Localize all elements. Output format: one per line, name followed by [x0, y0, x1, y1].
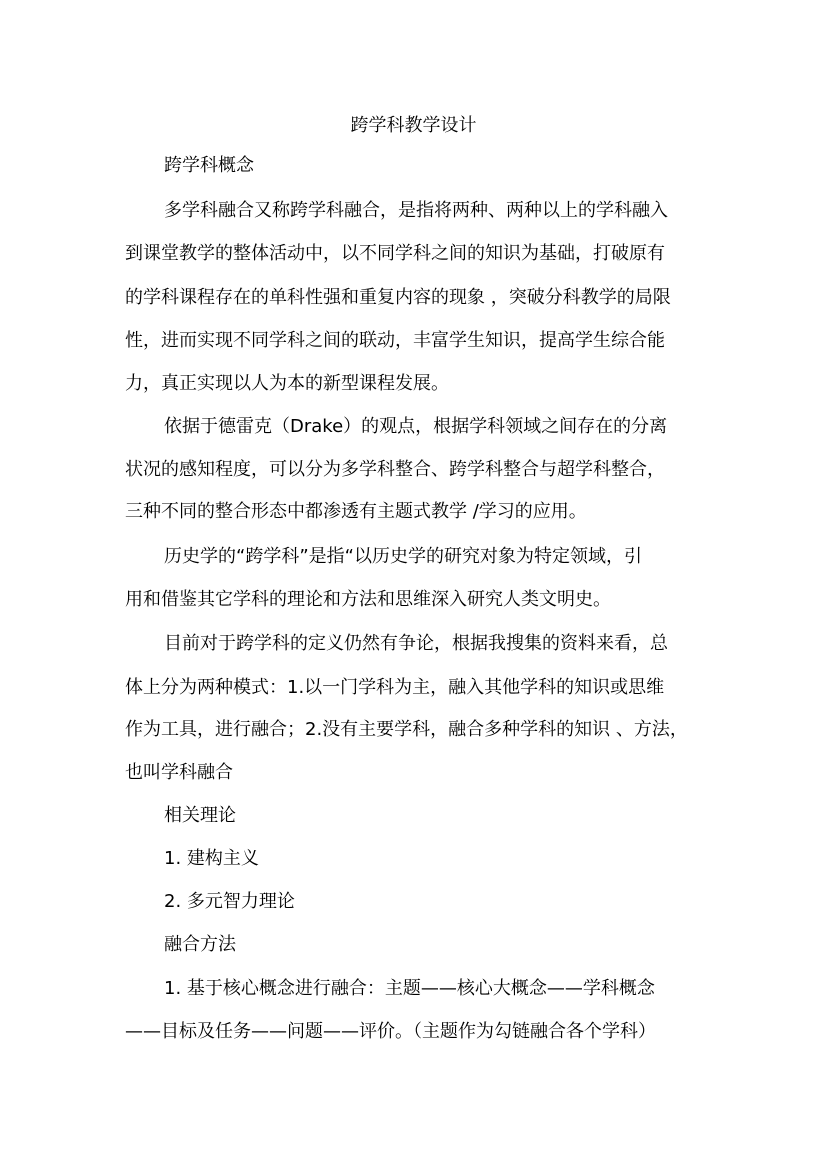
- paragraph-line: 多学科融合又称跨学科融合，是指将两种、两种以上的学科融入: [164, 200, 668, 221]
- paragraph-line: 作为工具，进行融合；2.没有主要学科，融合多种学科的知识 、方法，: [125, 719, 688, 740]
- paragraph-line: 到课堂教学的整体活动中，以不同学科之间的知识为基础，打破原有: [125, 243, 665, 264]
- list-item: 1. 建构主义: [164, 848, 259, 869]
- paragraph-line: 用和借鉴其它学科的理论和方法和思维深入研究人类文明史。: [125, 589, 611, 610]
- section-heading-concept: 跨学科概念: [164, 155, 254, 176]
- paragraph-line: 三种不同的整合形态中都渗透有主题式教学 /学习的应用。: [125, 501, 587, 522]
- paragraph-line: 性，进而实现不同学科之间的联动，丰富学生知识，提高学生综合能: [125, 330, 665, 351]
- section-heading-method: 融合方法: [164, 934, 236, 955]
- paragraph-line: 也叫学科融合: [125, 762, 233, 783]
- section-heading-theory: 相关理论: [164, 805, 236, 826]
- document-title: 跨学科教学设计: [350, 115, 477, 136]
- paragraph-line: 的学科课程存在的单科性强和重复内容的现象 ，突破分科教学的局限: [125, 287, 671, 308]
- paragraph-line: 力，真正实现以人为本的新型课程发展。: [125, 373, 449, 394]
- paragraph-line: 目前对于跨学科的定义仍然有争论，根据我搜集的资料来看，总: [164, 633, 668, 654]
- paragraph-line: 历史学的“跨学科”是指“以历史学的研究对象为特定领域，引: [164, 546, 642, 567]
- paragraph-line: ——目标及任务——问题——评价。（主题作为勾链融合各个学科）: [125, 1021, 656, 1042]
- paragraph-line: 1. 基于核心概念进行融合：主题——核心大概念——学科概念: [164, 978, 655, 999]
- list-item: 2. 多元智力理论: [164, 891, 295, 912]
- paragraph-line: 依据于德雷克（Drake）的观点，根据学科领域之间存在的分离: [164, 416, 668, 437]
- paragraph-line: 体上分为两种模式：1.以一门学科为主，融入其他学科的知识或思维: [125, 677, 665, 698]
- paragraph-line: 状况的感知程度，可以分为多学科整合、跨学科整合与超学科整合，: [125, 459, 665, 480]
